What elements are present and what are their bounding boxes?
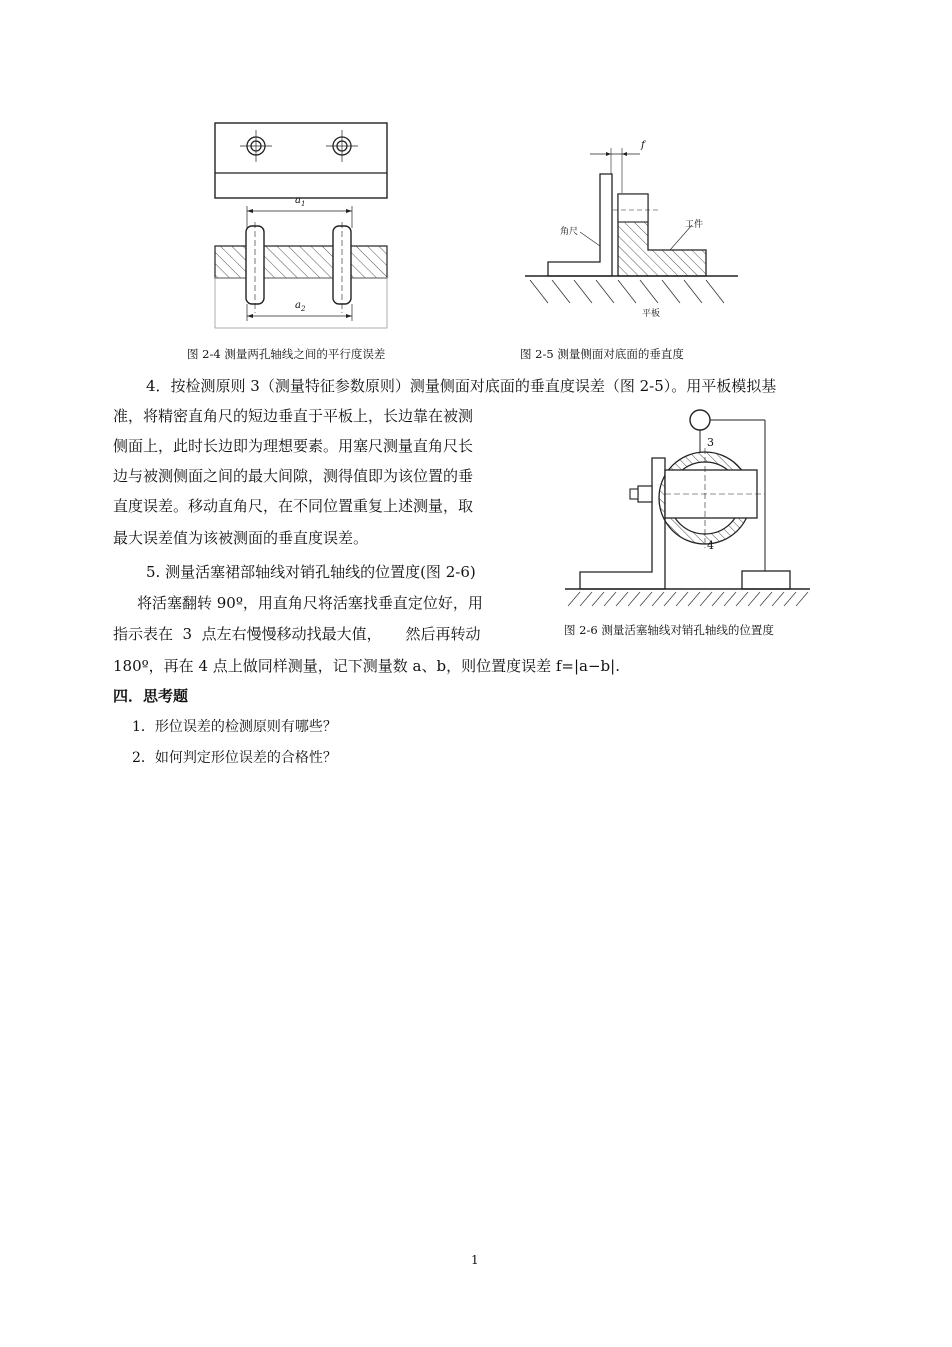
figure-2-4-caption: 图 2-4 测量两孔轴线之间的平行度误差 [187, 347, 386, 361]
paragraph-4-line-5: 直度误差。移动直角尺，在不同位置重复上述测量，取 [113, 497, 474, 515]
figure-2-5 [520, 138, 745, 323]
question-2: 2．如何判定形位误差的合格性？ [132, 750, 337, 766]
figure-2-4 [205, 118, 395, 333]
question-1: 1．形位误差的检测原则有哪些？ [132, 719, 337, 735]
page-number: 1 [471, 1253, 479, 1267]
dimension-a1-label: a [295, 195, 301, 206]
paragraph-5-line-2: 将活塞翻转 90º，用直角尺将活塞找垂直定位好，用 [137, 594, 483, 612]
paragraph-4-line-2: 准，将精密直角尺的短边垂直于平板上，长边靠在被测 [113, 407, 474, 425]
workpiece-label: 工件 [685, 220, 704, 230]
paragraph-5-line-4: 180º，再在 4 点上做同样测量，记下测量数 a、b，则位置度误差 f=|a−b|. [113, 657, 620, 675]
paragraph-4-line-4: 边与被测侧面之间的最大间隙，测得值即为该位置的垂 [113, 467, 474, 485]
figure-2-6 [560, 408, 815, 613]
paragraph-5-line-3: 指示表在 3 点左右慢慢移动找最大值， 然后再转动 [113, 625, 481, 643]
point-3-label: 3 [707, 436, 714, 449]
plate-label: 平板 [642, 309, 661, 319]
figure-2-5-drawing [520, 138, 745, 323]
paragraph-4-line-3: 侧面上，此时长边即为理想要素。用塞尺测量直角尺长 [113, 437, 474, 455]
figure-2-6-caption: 图 2-6 测量活塞轴线对销孔轴线的位置度 [564, 623, 774, 637]
section-title: 四．思考题 [113, 687, 189, 705]
square-label: 角尺 [560, 227, 579, 237]
paragraph-5-line-1: 5. 测量活塞裙部轴线对销孔轴线的位置度(图 2-6) [146, 563, 476, 581]
point-4-label: 4 [707, 539, 714, 552]
figure-2-6-drawing [560, 408, 815, 613]
dimension-a2-subscript: 2 [300, 305, 306, 313]
figure-2-5-caption: 图 2-5 测量侧面对底面的垂直度 [520, 347, 684, 361]
dimension-a1-subscript: 1 [300, 200, 306, 208]
dimension-f-label: f [641, 140, 645, 151]
paragraph-4-line-1: 4．按检测原则 3（测量特征参数原则）测量侧面对底面的垂直度误差（图 2-5）。用平板模拟基 [146, 377, 777, 395]
paragraph-4-line-6: 最大误差值为该被测面的垂直度误差。 [113, 529, 369, 547]
dimension-a2-label: a [295, 300, 301, 311]
